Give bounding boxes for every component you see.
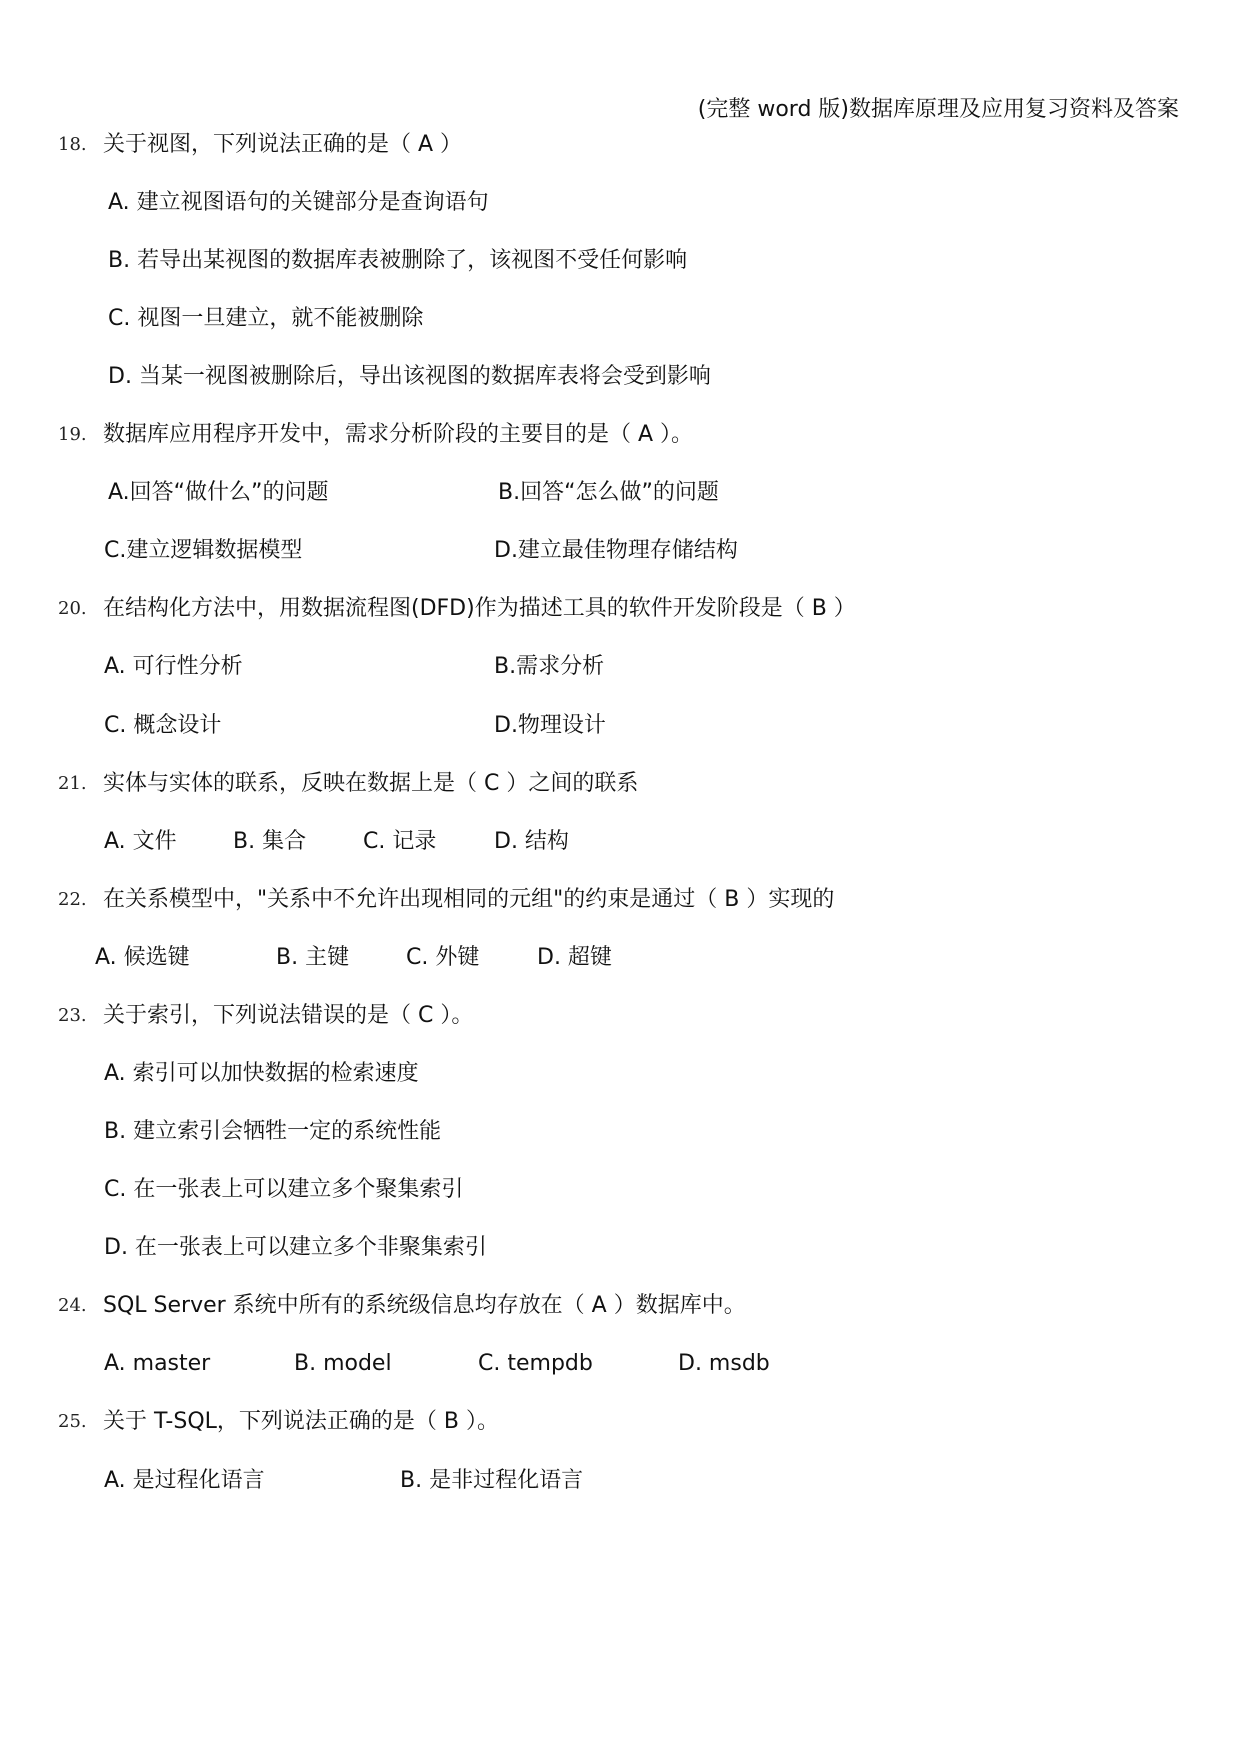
option-c: C. 概念设计	[104, 713, 222, 738]
option-a: A. 索引可以加快数据的检索速度	[104, 1061, 419, 1086]
option-b: B. model	[294, 1351, 392, 1376]
option-c: C.建立逻辑数据模型	[104, 538, 303, 563]
option-c: C. 在一张表上可以建立多个聚集索引	[104, 1177, 464, 1202]
question-number: 19.	[58, 424, 87, 445]
option-d: D.建立最佳物理存储结构	[494, 538, 738, 563]
option-b: B. 建立索引会牺牲一定的系统性能	[104, 1119, 442, 1144]
option-a: A. 建立视图语句的关键部分是查询语句	[108, 190, 489, 215]
option-a: A. 候选键	[95, 945, 190, 970]
option-d: D. 当某一视图被删除后，导出该视图的数据库表将会受到影响	[108, 364, 711, 389]
question-text: 在结构化方法中，用数据流程图(DFD)作为描述工具的软件开发阶段是（ B ）	[103, 596, 856, 621]
question-text: 关于索引，下列说法错误的是（ C ）。	[103, 1003, 474, 1028]
question-text: 实体与实体的联系，反映在数据上是（ C ）之间的联系	[103, 771, 639, 796]
option-b: B. 是非过程化语言	[400, 1468, 584, 1493]
page-header: (完整 word 版)数据库原理及应用复习资料及答案	[697, 97, 1179, 122]
option-b: B. 集合	[233, 829, 307, 854]
question-number: 24.	[58, 1295, 87, 1316]
option-d: D. 结构	[494, 829, 569, 854]
question-number: 25.	[58, 1411, 87, 1432]
option-b: B. 若导出某视图的数据库表被删除了，该视图不受任何影响	[108, 248, 688, 273]
option-d: D. msdb	[678, 1351, 770, 1376]
option-a: A. 是过程化语言	[104, 1468, 265, 1493]
option-a: A.回答“做什么”的问题	[108, 480, 329, 505]
question-text: 数据库应用程序开发中，需求分析阶段的主要目的是（ A ）。	[103, 422, 694, 447]
option-d: D. 在一张表上可以建立多个非聚集索引	[104, 1235, 487, 1260]
option-c: C. 视图一旦建立，就不能被删除	[108, 306, 424, 331]
question-text: 关于 T-SQL，下列说法正确的是（ B ）。	[103, 1409, 499, 1434]
option-b: B. 主键	[276, 945, 350, 970]
option-a: A. 可行性分析	[104, 654, 243, 679]
option-a: A. 文件	[104, 829, 177, 854]
option-c: C. 外键	[406, 945, 480, 970]
option-b: B.需求分析	[494, 654, 605, 679]
question-number: 20.	[58, 598, 87, 619]
option-d: D. 超键	[537, 945, 612, 970]
option-c: C. 记录	[363, 829, 437, 854]
question-text: 在关系模型中，"关系中不允许出现相同的元组"的约束是通过（ B ）实现的	[103, 887, 835, 912]
option-c: C. tempdb	[478, 1351, 593, 1376]
option-a: A. master	[104, 1351, 211, 1376]
question-text: 关于视图，下列说法正确的是（ A ）	[103, 132, 463, 157]
question-text: SQL Server 系统中所有的系统级信息均存放在（ A ）数据库中。	[103, 1293, 746, 1318]
option-d: D.物理设计	[494, 713, 606, 738]
question-number: 18.	[58, 134, 87, 155]
question-number: 21.	[58, 773, 87, 794]
question-number: 22.	[58, 889, 87, 910]
question-number: 23.	[58, 1005, 87, 1026]
option-b: B.回答“怎么做”的问题	[498, 480, 719, 505]
